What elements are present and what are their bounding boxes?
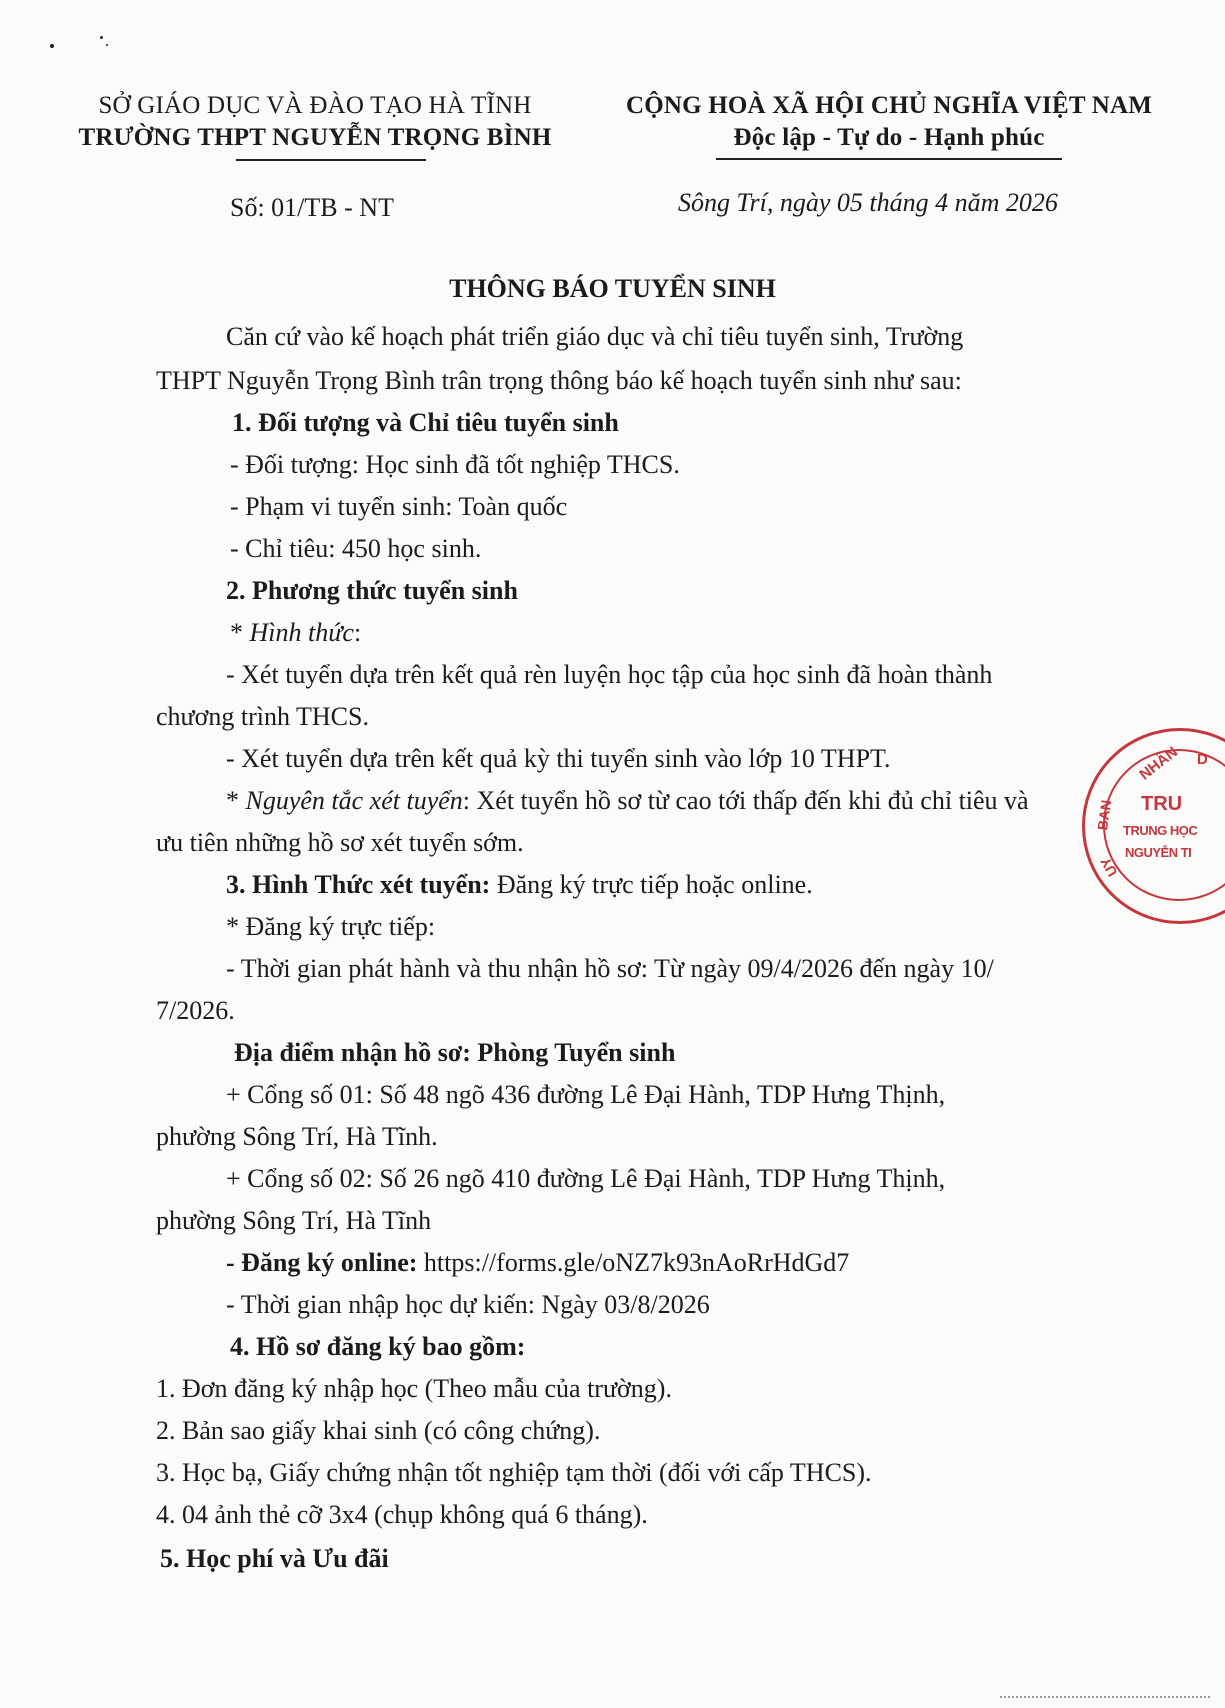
stamp-text-bottom-left: UY	[1096, 854, 1121, 880]
section-2-heading: 2. Phương thức tuyển sinh	[226, 576, 518, 605]
speck	[50, 44, 54, 48]
bottom-dotted-line	[1000, 1696, 1210, 1698]
gate-1-line-2: phường Sông Trí, Hà Tĩnh.	[156, 1122, 438, 1151]
stamp-text-d: D	[1197, 751, 1208, 768]
section-2-principle	[226, 786, 1029, 816]
submission-period-line-2: 7/2026.	[156, 996, 235, 1025]
section-2-principle-line-2: ưu tiên những hồ sơ xét tuyển sớm.	[156, 828, 524, 857]
principle-text: : Xét tuyển hồ sơ từ cao tới thấp đến khi đủ chỉ tiêu và	[462, 786, 1029, 815]
section-2-form-label	[230, 618, 361, 648]
section-1-scope: - Phạm vi tuyển sinh: Toàn quốc	[230, 492, 568, 521]
gate-1-line-1: + Cổng số 01: Số 48 ngõ 436 đường Lê Đại Hành, TDP Hưng Thịnh,	[226, 1080, 946, 1109]
school-name-underline	[236, 159, 426, 161]
motto-underline	[716, 158, 1062, 160]
bullet-star: *	[226, 786, 246, 815]
section-1-quota: - Chỉ tiêu: 450 học sinh.	[230, 534, 482, 563]
section-5-heading: 5. Học phí và Ưu đãi	[160, 1544, 389, 1573]
national-title: CỘNG HOÀ XÃ HỘI CHỦ NGHĨA VIỆT NAM	[625, 92, 1153, 119]
section-2-method-2: - Xét tuyển dựa trên kết quả kỳ thi tuyển sinh vào lớp 10 THPT.	[226, 744, 891, 773]
section-3-heading	[226, 870, 813, 900]
online-registration-url[interactable]: https://forms.gle/oNZ7k93nAoRrHdGd7	[417, 1248, 850, 1277]
document-item: 3. Học bạ, Giấy chứng nhận tốt nghiệp tạm thời (đối với cấp THCS).	[156, 1458, 872, 1487]
document-title: THÔNG BÁO TUYỂN SINH	[449, 274, 776, 303]
principle-label: Nguyên tắc xét tuyển	[245, 786, 463, 815]
section-1-heading: 1. Đối tượng và Chỉ tiêu tuyển sinh	[232, 408, 619, 437]
section-2-method-1-line-2: chương trình THCS.	[156, 702, 369, 731]
colon: :	[353, 618, 362, 647]
intro-line-2: THPT Nguyễn Trọng Bình trân trọng thông báo kế hoạch tuyển sinh như sau:	[156, 366, 962, 395]
submission-location: Địa điểm nhận hồ sơ: Phòng Tuyển sinh	[234, 1038, 676, 1067]
document-item: 1. Đơn đăng ký nhập học (Theo mẫu của trường).	[156, 1374, 672, 1403]
intro-line-1: Căn cứ vào kế hoạch phát triển giáo dục và chỉ tiêu tuyển sinh, Trường	[226, 322, 964, 351]
document-item: 4. 04 ảnh thẻ cỡ 3x4 (chụp không quá 6 tháng).	[156, 1500, 648, 1529]
enrollment-date: - Thời gian nhập học dự kiến: Ngày 03/8/2026	[226, 1290, 710, 1319]
online-registration-label: - Đăng ký online:	[226, 1248, 418, 1277]
stamp-text-inner-2: TRUNG HỌC	[1123, 823, 1198, 838]
submission-period-line-1: - Thời gian phát hành và thu nhận hồ sơ: Từ ngày 09/4/2026 đến ngày 10/	[226, 954, 994, 983]
section-3-heading-label: 3. Hình Thức xét tuyển:	[226, 870, 491, 899]
official-stamp	[1082, 728, 1225, 924]
gate-2-line-2: phường Sông Trí, Hà Tĩnh	[156, 1206, 432, 1235]
section-2-method-1-line-1: - Xét tuyển dựa trên kết quả rèn luyện học tập của học sinh đã hoàn thành	[226, 660, 993, 689]
stamp-text-inner-1: TRU	[1141, 793, 1183, 815]
bullet-star: *	[230, 618, 250, 647]
direct-registration: * Đăng ký trực tiếp:	[226, 912, 436, 941]
department-name: SỞ GIÁO DỤC VÀ ĐÀO TẠO HÀ TĨNH	[98, 92, 532, 119]
stamp-text-inner-3: NGUYỄN TI	[1125, 845, 1192, 860]
document-number: Số: 01/TB - NT	[230, 193, 394, 222]
stamp-text-left: BAN	[1094, 798, 1115, 832]
document-item: 2. Bản sao giấy khai sinh (có công chứng).	[156, 1416, 601, 1445]
section-1-target: - Đối tượng: Học sinh đã tốt nghiệp THCS.	[230, 450, 680, 479]
online-registration	[226, 1248, 849, 1278]
gate-2-line-1: + Cổng số 02: Số 26 ngõ 410 đường Lê Đại Hành, TDP Hưng Thịnh,	[226, 1164, 946, 1193]
speck	[106, 44, 108, 46]
form-label: Hình thức	[249, 618, 354, 647]
place-date: Sông Trí, ngày 05 tháng 4 năm 2026	[678, 188, 1058, 217]
section-4-heading: 4. Hồ sơ đăng ký bao gồm:	[230, 1332, 526, 1361]
national-motto: Độc lập - Tự do - Hạnh phúc	[733, 124, 1045, 151]
speck	[100, 36, 103, 39]
school-name: TRƯỜNG THPT NGUYỄN TRỌNG BÌNH	[78, 124, 552, 151]
section-3-heading-text: Đăng ký trực tiếp hoặc online.	[490, 870, 813, 899]
stamp-text-top: NHÂN	[1136, 743, 1181, 784]
